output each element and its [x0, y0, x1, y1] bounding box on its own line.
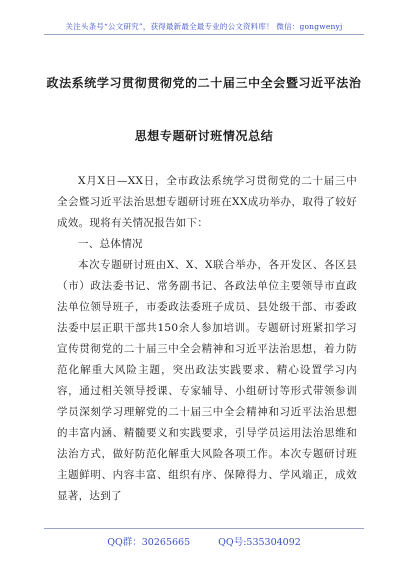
header-divider [44, 34, 364, 35]
intro-paragraph: X月X日—XX日，全市政法系统学习贯彻党的二十届三中全会暨习近平法治思想专题研讨班在XX成功举办，取得了较好成效。现将有关情况报告如下： [57, 175, 357, 229]
document-title-line-2: 思想专题研讨班情况总结 [134, 129, 274, 143]
footer-qq-group: QQ群：30265665 [107, 537, 191, 548]
footer [0, 534, 408, 548]
section-heading: 一、总体情况 [78, 238, 143, 250]
document-body [57, 171, 357, 507]
footer-qq-number: QQ号:535304092 [218, 537, 301, 548]
document-title-line-1: 政法系统学习贯彻贯彻党的二十届三中全会暨习近平法治 [46, 76, 362, 90]
body-paragraph: 本次专题研讨班由X、X、X联合举办，各开发区、各区县（市）政法委书记、常务副书记、各政法单位主要领导市直政法单位领导班子，市委政法委班子成员、县处级干部、市委政法委中层正职干部共150余人参加培训。专题研讨班紧扣学习宣传贯彻党的二十届三中全会精神和习近平法治思想，着力防范化解重大风险主题，突出政法实践要求、精心设置学习内容，通过相关领导授课、专家辅导、小组研讨等形式带领参训学员深刻学习理解党的二十届三中全会精神和习近平法治思想的丰富内涵、精髓要义和实践要求，引导学员运用法治思维和法治方式，做好防范化解重大风险各项工作。本次专题研讨班主题鲜明、内容丰富、组织有序、保障得力、学风端正，成效显著，达到了 [57, 259, 357, 502]
footer-divider [44, 528, 364, 529]
header-banner: 关注头条号“公文研究”，获得最新最全最专业的公文资料库！ 微信：gongwenyj [65, 22, 343, 31]
